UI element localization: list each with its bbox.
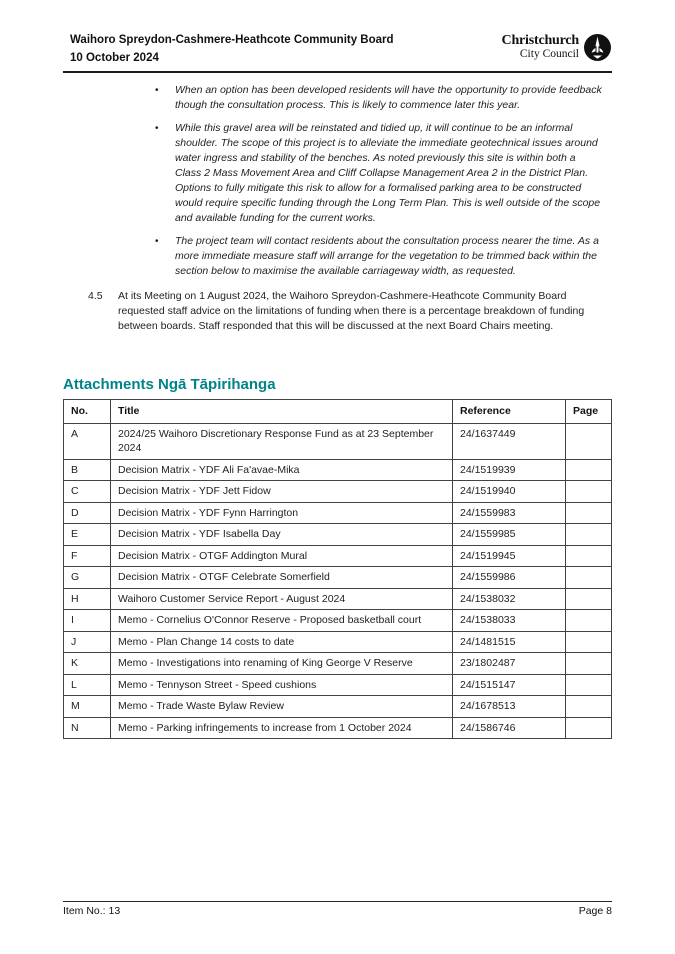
attachment-reference: 24/1559985 [453,524,566,546]
attachment-title: Decision Matrix - YDF Fynn Harrington [111,502,453,524]
attachment-reference: 24/1515147 [453,674,566,696]
attachment-no: B [64,459,111,481]
table-row [64,502,612,524]
attachment-no: L [64,674,111,696]
attachment-title: Decision Matrix - OTGF Addington Mural [111,545,453,567]
attachments-heading: Attachments Ngā Tāpirihanga [63,376,276,393]
attachment-no: F [64,545,111,567]
bullet-icon: • [155,85,159,96]
attachment-page [566,674,612,696]
bullet-icon: • [155,123,159,134]
attachment-title: Memo - Cornelius O'Connor Reserve - Proposed basketball court [111,610,453,632]
attachment-no: A [64,423,111,459]
bullet-item [155,234,603,279]
attachment-no: C [64,481,111,503]
attachment-reference: 24/1678513 [453,696,566,718]
logo-name-line: Christchurch [501,33,579,48]
attachment-page [566,610,612,632]
column-header-title: Title [111,400,453,424]
column-header-page: Page [566,400,612,424]
column-header-no: No. [64,400,111,424]
attachment-reference: 24/1519940 [453,481,566,503]
attachment-no: E [64,524,111,546]
attachment-page [566,524,612,546]
attachment-page [566,423,612,459]
table-row [64,567,612,589]
attachment-no: H [64,588,111,610]
logo-subname-line: City Council [519,48,579,60]
bullet-item [155,121,603,226]
table-row [64,459,612,481]
footer-page-number: Page 8 [578,905,612,917]
table-row [64,653,612,675]
attachment-page [566,696,612,718]
attachment-title: Memo - Tennyson Street - Speed cushions [111,674,453,696]
bullet-text: The project team will contact residents about the consultation process nearer the time. As a more immediate measure staff will arrange for the vegetation to be trimmed back within the section below to maximise the available carriageway width, as requested. [175,235,599,277]
attachment-page [566,717,612,739]
attachment-title: Decision Matrix - YDF Ali Fa'avae-Mika [111,459,453,481]
attachment-reference: 24/1559983 [453,502,566,524]
attachment-title: 2024/25 Waihoro Discretionary Response Fund as at 23 September 2024 [111,423,453,459]
table-row [64,524,612,546]
attachments-table [63,399,612,739]
attachment-page [566,567,612,589]
attachment-title: Decision Matrix - YDF Isabella Day [111,524,453,546]
table-row [64,696,612,718]
attachment-title: Waihoro Customer Service Report - August 2024 [111,588,453,610]
attachment-reference: 24/1519939 [453,459,566,481]
bullet-text: When an option has been developed residents will have the opportunity to provide feedback though the consultation process. This is likely to commence later this year. [175,84,602,111]
bullet-text: While this gravel area will be reinstated and tidied up, it will continue to be an informal shoulder. The scope of this project is to alleviate the immediate geotechnical issues around water ingress and stability of the benches. As noted previously this site is within both a Class 2 Mass Movement Area and Cliff Collapse Management Area 2 in the District Plan. Options to fully mitigate this risk to allow for a formalised parking area to be constructed would require specific funding through the Long Term Plan. This is well outside of the scope and available funding for the current works. [175,122,601,224]
attachment-title: Memo - Parking infringements to increase from 1 October 2024 [111,717,453,739]
attachment-reference: 24/1637449 [453,423,566,459]
meeting-date: 10 October 2024 [70,52,159,64]
council-logo-text [502,34,579,61]
attachment-no: K [64,653,111,675]
attachment-reference: 24/1538033 [453,610,566,632]
attachment-no: I [64,610,111,632]
attachment-title: Memo - Investigations into renaming of King George V Reserve [111,653,453,675]
council-logo [502,33,612,62]
document-header [63,0,612,73]
attachment-no: N [64,717,111,739]
attachment-no: J [64,631,111,653]
attachment-page [566,502,612,524]
attachment-page [566,481,612,503]
table-row [64,610,612,632]
attachment-page [566,459,612,481]
table-row [64,717,612,739]
attachment-reference: 23/1802487 [453,653,566,675]
attachment-page [566,653,612,675]
column-header-reference: Reference [453,400,566,424]
table-row [64,588,612,610]
attachment-page [566,545,612,567]
attachment-reference: 24/1559986 [453,567,566,589]
clause-text: At its Meeting on 1 August 2024, the Waihoro Spreydon-Cashmere-Heathcote Community Board requested staff advice on the limitations of funding when there is a percentage breakdown of funding between boards. Staff responded that this will be discussed at the next Board Chairs meeting. [118,290,585,332]
attachment-no: G [64,567,111,589]
bullet-list [155,83,603,279]
attachment-reference: 24/1519945 [453,545,566,567]
table-header-row [64,400,612,424]
attachment-title: Decision Matrix - OTGF Celebrate Somerfield [111,567,453,589]
table-row [64,545,612,567]
table-row [64,481,612,503]
board-title: Waihoro Spreydon-Cashmere-Heathcote Community Board [70,34,394,46]
bullet-item [155,83,603,113]
table-row [64,423,612,459]
table-row [64,631,612,653]
table-row [64,674,612,696]
clause-4-5 [88,289,603,334]
document-footer [63,901,612,917]
attachment-reference: 24/1481515 [453,631,566,653]
clause-number: 4.5 [88,290,103,302]
attachment-title: Memo - Trade Waste Bylaw Review [111,696,453,718]
attachment-title: Memo - Plan Change 14 costs to date [111,631,453,653]
attachment-page [566,631,612,653]
attachment-no: D [64,502,111,524]
header-title-block [63,31,394,67]
bullet-icon: • [155,236,159,247]
cathedral-icon [583,33,612,62]
attachment-reference: 24/1538032 [453,588,566,610]
attachment-no: M [64,696,111,718]
attachment-reference: 24/1586746 [453,717,566,739]
footer-item-number: Item No.: 13 [63,905,121,917]
attachment-page [566,588,612,610]
attachment-title: Decision Matrix - YDF Jett Fidow [111,481,453,503]
